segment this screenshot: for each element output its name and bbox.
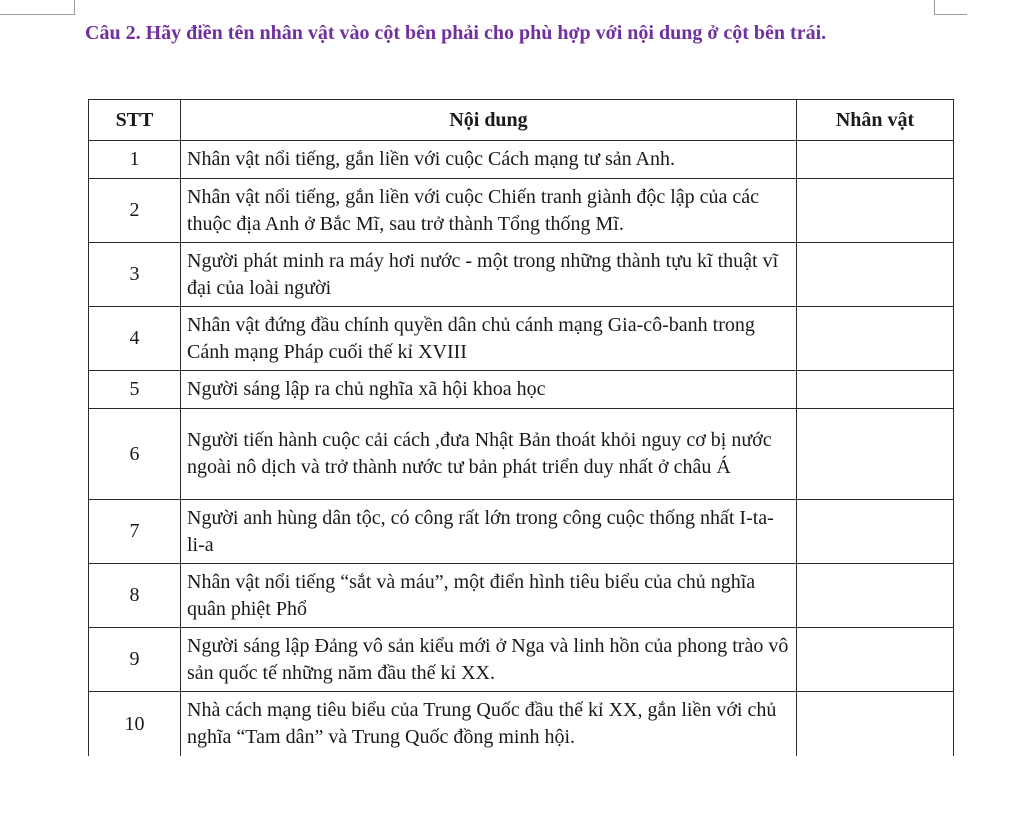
row-character-cell[interactable]: [797, 371, 954, 409]
row-character-cell[interactable]: [797, 179, 954, 243]
row-stt: 9: [89, 628, 181, 692]
table-header-row: [89, 100, 954, 141]
table-row: [89, 243, 954, 307]
table-row: [89, 500, 954, 564]
row-stt: 8: [89, 564, 181, 628]
header-content: Nội dung: [181, 100, 797, 141]
table-row: [89, 692, 954, 757]
row-content: Nhà cách mạng tiêu biểu của Trung Quốc đầu thế kỉ XX, gắn liền với chủ nghĩa “Tam dân” và Trung Quốc đồng minh hội.: [181, 692, 797, 757]
question-text: Câu 2. Hãy điền tên nhân vật vào cột bên phải cho phù hợp với nội dung ở cột bên trái.: [85, 22, 827, 44]
row-character-cell[interactable]: [797, 243, 954, 307]
table-row: [89, 409, 954, 500]
table-row: [89, 179, 954, 243]
row-character-cell[interactable]: [797, 409, 954, 500]
row-character-cell[interactable]: [797, 628, 954, 692]
row-content: Người sáng lập Đảng vô sản kiểu mới ở Nga và linh hồn của phong trào vô sản quốc tế những năm đầu thế kỉ XX.: [181, 628, 797, 692]
row-character-cell[interactable]: [797, 141, 954, 179]
row-character-cell[interactable]: [797, 500, 954, 564]
row-stt: 2: [89, 179, 181, 243]
row-content: Người tiến hành cuộc cải cách ,đưa Nhật Bản thoát khỏi nguy cơ bị nước ngoài nô dịch và trở thành nước tư bản phát triển duy nhất ở châu Á: [181, 409, 797, 500]
page-corner-mark-right: [934, 0, 967, 15]
row-stt: 7: [89, 500, 181, 564]
row-content: Nhân vật đứng đầu chính quyền dân chủ cánh mạng Gia-cô-banh trong Cánh mạng Pháp cuối thế kỉ XVIII: [181, 307, 797, 371]
row-stt: 4: [89, 307, 181, 371]
row-content: Người phát minh ra máy hơi nước - một trong những thành tựu kĩ thuật vĩ đại của loài người: [181, 243, 797, 307]
row-stt: 5: [89, 371, 181, 409]
header-stt: STT: [89, 100, 181, 141]
row-content: Nhân vật nổi tiếng, gắn liền với cuộc Chiến tranh giành độc lập của các thuộc địa Anh ở Bắc Mĩ, sau trở thành Tổng thống Mĩ.: [181, 179, 797, 243]
header-character: Nhân vật: [797, 100, 954, 141]
row-character-cell[interactable]: [797, 307, 954, 371]
row-content: Người anh hùng dân tộc, có công rất lớn trong công cuộc thống nhất I-ta-li-a: [181, 500, 797, 564]
row-content: Người sáng lập ra chủ nghĩa xã hội khoa học: [181, 371, 797, 409]
row-content: Nhân vật nổi tiếng “sắt và máu”, một điển hình tiêu biểu của chủ nghĩa quân phiệt Phổ: [181, 564, 797, 628]
row-character-cell[interactable]: [797, 564, 954, 628]
table-row: [89, 371, 954, 409]
row-stt: 1: [89, 141, 181, 179]
character-table: [88, 99, 954, 756]
row-stt: 6: [89, 409, 181, 500]
table-row: [89, 564, 954, 628]
table-row: [89, 307, 954, 371]
row-content: Nhân vật nổi tiếng, gắn liền với cuộc Cách mạng tư sản Anh.: [181, 141, 797, 179]
table-row: [89, 628, 954, 692]
table-row: [89, 141, 954, 179]
row-character-cell[interactable]: [797, 692, 954, 757]
page-corner-mark-left: [0, 0, 75, 15]
row-stt: 3: [89, 243, 181, 307]
row-stt: 10: [89, 692, 181, 757]
